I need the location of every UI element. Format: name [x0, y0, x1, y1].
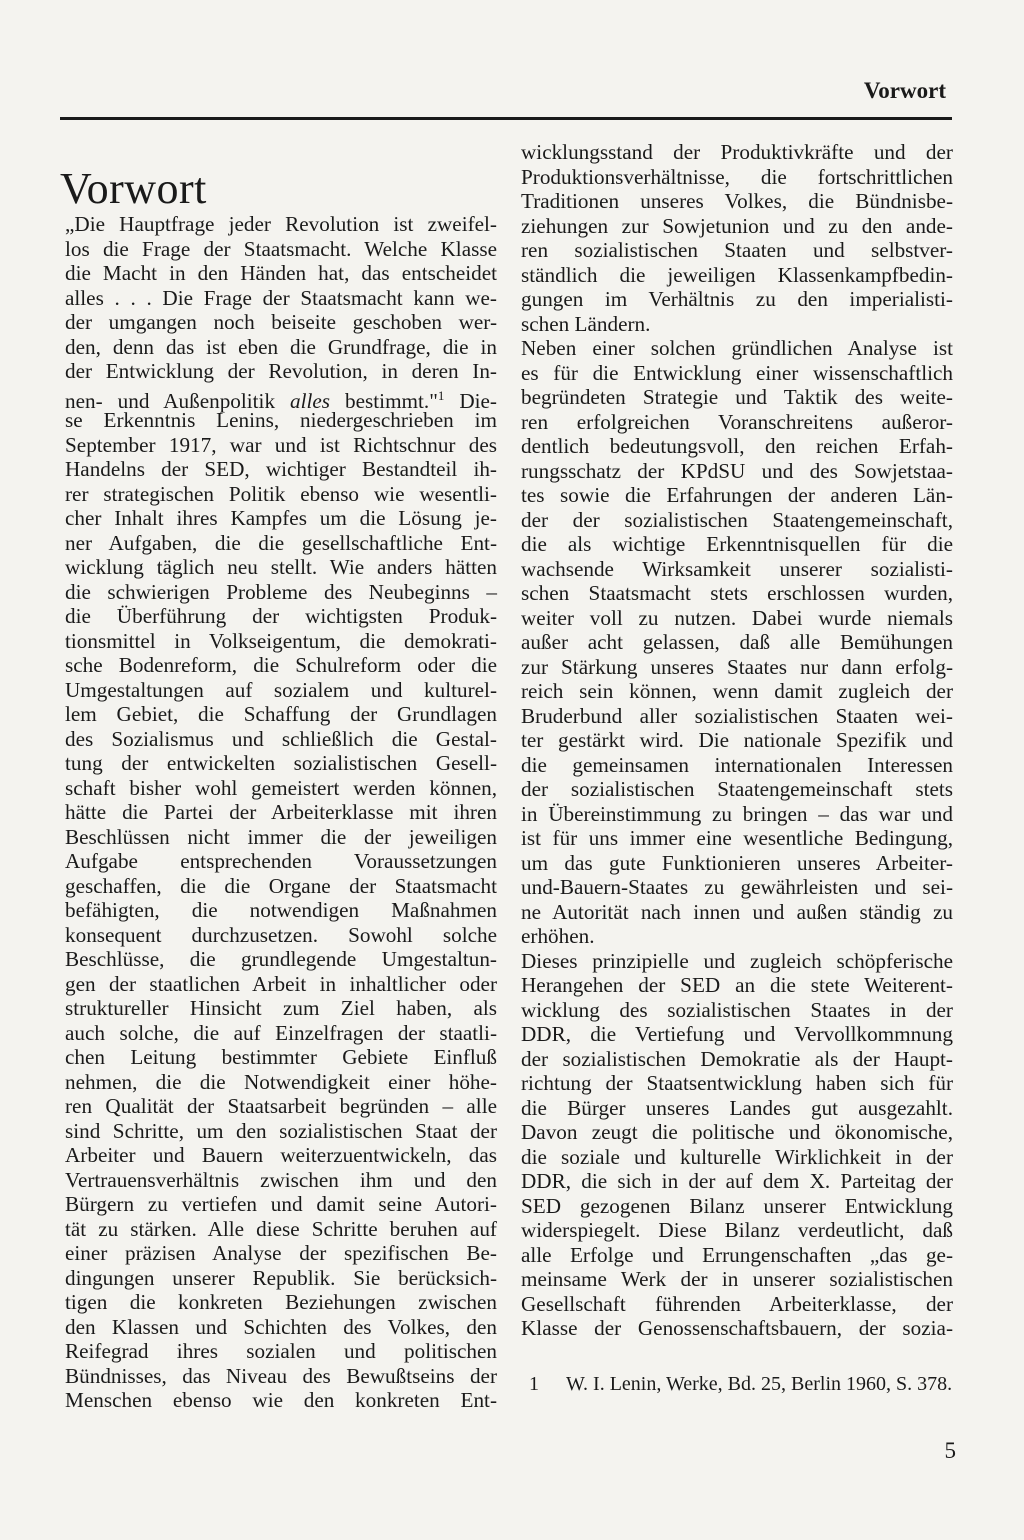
text-line: um das gute Funktionieren unseres Arbeiter-: [521, 850, 953, 875]
text-line: SED gezogenen Bilanz unserer Entwicklung: [521, 1193, 953, 1218]
text-line: einer präzisen Analyse der spezifischen Be-: [65, 1241, 497, 1265]
text-line: ziehungen zur Sowjetunion und zu den ande-: [521, 213, 953, 238]
text-line: DDR, die Vertiefung und Vervollkommnung: [521, 1022, 953, 1046]
text-line: dingungen unserer Republik. Sie berücksich-: [65, 1265, 497, 1290]
text-line: des Sozialismus und schließlich die Gestal-: [65, 726, 497, 751]
left-column: [65, 212, 497, 1413]
text-line: Dieses prinzipielle und zugleich schöpferische: [521, 948, 953, 973]
text-line: der Entwicklung der Revolution, in deren In-: [65, 359, 497, 383]
text-line: alle Erfolge und Errungenschaften „das ge-: [521, 1242, 953, 1267]
text-line: reich sein können, wenn damit zugleich der: [521, 679, 953, 703]
text-line: der sozialistischen Staatengemeinschaft stets: [521, 777, 953, 801]
text-line: nehmen, die die Notwendigkeit einer höhe-: [65, 1069, 497, 1094]
text-line: wicklungsstand der Produktivkräfte und der: [521, 140, 953, 164]
text-line: die Macht in den Händen hat, das entscheidet: [65, 261, 497, 285]
text-line: tigen die konkreten Beziehungen zwischen: [65, 1290, 497, 1314]
text-line: Neben einer solchen gründlichen Analyse ist: [521, 336, 953, 360]
text-line: Gesellschaft führenden Arbeiterklasse, der: [521, 1291, 953, 1316]
text-line: den, denn das ist eben die Grundfrage, die in: [65, 334, 497, 359]
text-line: Umgestaltungen auf sozialem und kulturel-: [65, 677, 497, 702]
text-line: Menschen ebenso wie den konkreten Ent-: [65, 1388, 497, 1412]
text-line: Produktionsverhältnisse, die fortschrittlichen: [521, 164, 953, 189]
text-line: konsequent durchzusetzen. Sowohl solche: [65, 922, 497, 947]
footnote: [521, 1372, 953, 1396]
chapter-title: Vorwort: [60, 164, 207, 214]
text-line: Bündnisses, das Niveau des Bewußtseins der: [65, 1363, 497, 1388]
text-line: in Übereinstimmung zu bringen – das war und: [521, 801, 953, 826]
text-line: chen Leitung bestimmter Gebiete Einfluß: [65, 1045, 497, 1069]
text-line: schen Ländern.: [521, 311, 651, 336]
text-line: ter gestärkt wird. Die nationale Spezifik und: [521, 728, 953, 752]
text-line: rungsschatz der KPdSU und des Sowjetstaa-: [521, 458, 953, 483]
text-line: der sozialistischen Demokratie als der Haupt-: [521, 1046, 953, 1071]
text-line: ren Qualität der Staatsarbeit begründen – alle: [65, 1094, 497, 1118]
text-line: die als wichtige Erkenntnisquellen für die: [521, 532, 953, 556]
text-line: ner Aufgaben, die die gesellschaftliche Ent-: [65, 530, 497, 555]
text-line: cher Inhalt ihres Kampfes um die Lösung je-: [65, 506, 497, 530]
text-line: nen- und Außenpolitik alles bestimmt."$^1$ Die-: [65, 387, 497, 413]
text-line: ist für uns immer eine wesentliche Bedingung,: [521, 826, 953, 850]
text-line: September 1917, war und ist Richtschnur des: [65, 432, 497, 457]
text-line: erhöhen.: [521, 924, 595, 948]
text-line: schen Staatsmacht stets erschlossen wurden,: [521, 581, 953, 605]
text-line: Handelns der SED, wichtiger Bestandteil ih-: [65, 457, 497, 481]
text-line: auch solche, die auf Einzelfragen der staatli-: [65, 1020, 497, 1045]
text-line: und-Bauern-Staates zu gewährleisten und sei-: [521, 875, 953, 899]
text-line: lem Gebiet, die Schaffung der Grundlagen: [65, 702, 497, 726]
text-line: widerspiegelt. Diese Bilanz verdeutlicht, daß: [521, 1218, 953, 1242]
text-line: Davon zeugt die politische und ökonomische,: [521, 1120, 953, 1144]
text-line: weiter voll zu nutzen. Dabei wurde niemals: [521, 605, 953, 630]
text-line: tung der entwickelten sozialistischen Gesell-: [65, 751, 497, 775]
text-line: sche Bodenreform, die Schulreform oder die: [65, 653, 497, 677]
text-line: schaft bisher wohl gemeistert werden können,: [65, 775, 497, 800]
text-line: der umgangen noch beiseite geschoben wer-: [65, 310, 497, 334]
text-line: Beschlüssen nicht immer die der jeweiligen: [65, 824, 497, 849]
text-line: Aufgabe entsprechenden Voraussetzungen: [65, 849, 497, 873]
text-line: begründeten Strategie und Taktik des weite-: [521, 385, 953, 409]
text-line: Traditionen unseres Volkes, die Bündnisbe-: [521, 189, 953, 213]
text-line: Vertrauensverhältnis zwischen ihm und den: [65, 1167, 497, 1192]
text-line: die gemeinsamen internationalen Interessen: [521, 752, 953, 777]
text-line: gen der staatlichen Arbeit in inhaltlicher oder: [65, 971, 497, 996]
text-line: rer strategischen Politik ebenso wie wesentli-: [65, 481, 497, 506]
text-line: los die Frage der Staatsmacht. Welche Klasse: [65, 236, 497, 261]
text-line: se Erkenntnis Lenins, niedergeschrieben im: [65, 408, 497, 432]
text-line: „Die Hauptfrage jeder Revolution ist zweifel-: [65, 212, 497, 236]
text-line: wicklung des sozialistischen Staates in der: [521, 997, 953, 1022]
text-line: meinsame Werk der in unserer sozialistischen: [521, 1267, 953, 1291]
text-line: die soziale und kulturelle Wirklichkeit in der: [521, 1144, 953, 1169]
text-line: ren sozialistischen Staaten und selbstver-: [521, 238, 953, 262]
text-line: Klasse der Genossenschaftsbauern, der sozia-: [521, 1316, 953, 1340]
text-line: die Bürger unseres Landes gut ausgezahlt.: [521, 1095, 953, 1120]
header-rule: [60, 117, 952, 120]
text-line: der der sozialistischen Staatengemeinschaft,: [521, 507, 953, 532]
text-line: außer acht gelassen, daß alle Bemühungen: [521, 630, 953, 654]
text-line: Reifegrad ihres sozialen und politischen: [65, 1339, 497, 1363]
text-line: tes sowie die Erfahrungen der anderen Län-: [521, 483, 953, 507]
text-line: tät zu stärken. Alle diese Schritte beruhen auf: [65, 1216, 497, 1241]
text-line: Arbeiter und Bauern weiterzuentwickeln, das: [65, 1143, 497, 1167]
running-head: Vorwort: [863, 78, 946, 103]
text-line: Bruderbund aller sozialistischen Staaten wei-: [521, 703, 953, 728]
text-line: geschaffen, die die Organe der Staatsmacht: [65, 873, 497, 898]
text-line: ne Autorität nach innen und außen ständig zu: [521, 899, 953, 924]
text-line: alles . . . Die Frage der Staatsmacht kann we-: [65, 285, 497, 310]
text-line: ren erfolgreichen Voranschreitens außeror-: [521, 409, 953, 434]
text-line: es für die Entwicklung einer wissenschaftlich: [521, 360, 953, 385]
text-line: ständlich die jeweiligen Klassenkampfbedin-: [521, 262, 953, 287]
text-line: Bürgern zu vertiefen und damit seine Autori-: [65, 1192, 497, 1216]
footnote-text: W. I. Lenin, Werke, Bd. 25, Berlin 1960, S. 378.: [566, 1373, 953, 1395]
text-line: die Überführung der wichtigsten Produk-: [65, 604, 497, 628]
page-number: 5: [944, 1438, 956, 1463]
text-line: sind Schritte, um den sozialistischen Staat der: [65, 1118, 497, 1143]
text-line: wachsende Wirksamkeit unserer sozialisti-: [521, 556, 953, 581]
text-line: zur Stärkung unseres Staates nur dann erfolg-: [521, 654, 953, 679]
text-line: hätte die Partei der Arbeiterklasse mit ihren: [65, 800, 497, 824]
text-line: tionsmittel in Volkseigentum, die demokrati-: [65, 628, 497, 653]
footnote-marker: 1: [529, 1373, 539, 1395]
text-line: dentlich bedeutungsvoll, den reichen Erfah-: [521, 434, 953, 458]
text-line: Herangehen der SED an die stete Weiterent-: [521, 973, 953, 997]
text-line: gungen im Verhältnis zu den imperialisti-: [521, 287, 953, 311]
text-line: richtung der Staatsentwicklung haben sich für: [521, 1071, 953, 1095]
right-column: [521, 140, 953, 1341]
text-line: die schwierigen Probleme des Neubeginns –: [65, 579, 497, 604]
text-line: struktureller Hinsicht zum Ziel haben, als: [65, 996, 497, 1020]
text-line: befähigten, die notwendigen Maßnahmen: [65, 898, 497, 922]
text-line: den Klassen und Schichten des Volkes, den: [65, 1314, 497, 1339]
text-line: wicklung täglich neu stellt. Wie anders hätten: [65, 555, 497, 579]
text-line: DDR, die sich in der auf dem X. Parteitag der: [521, 1169, 953, 1193]
text-line: Beschlüsse, die grundlegende Umgestaltun-: [65, 947, 497, 971]
